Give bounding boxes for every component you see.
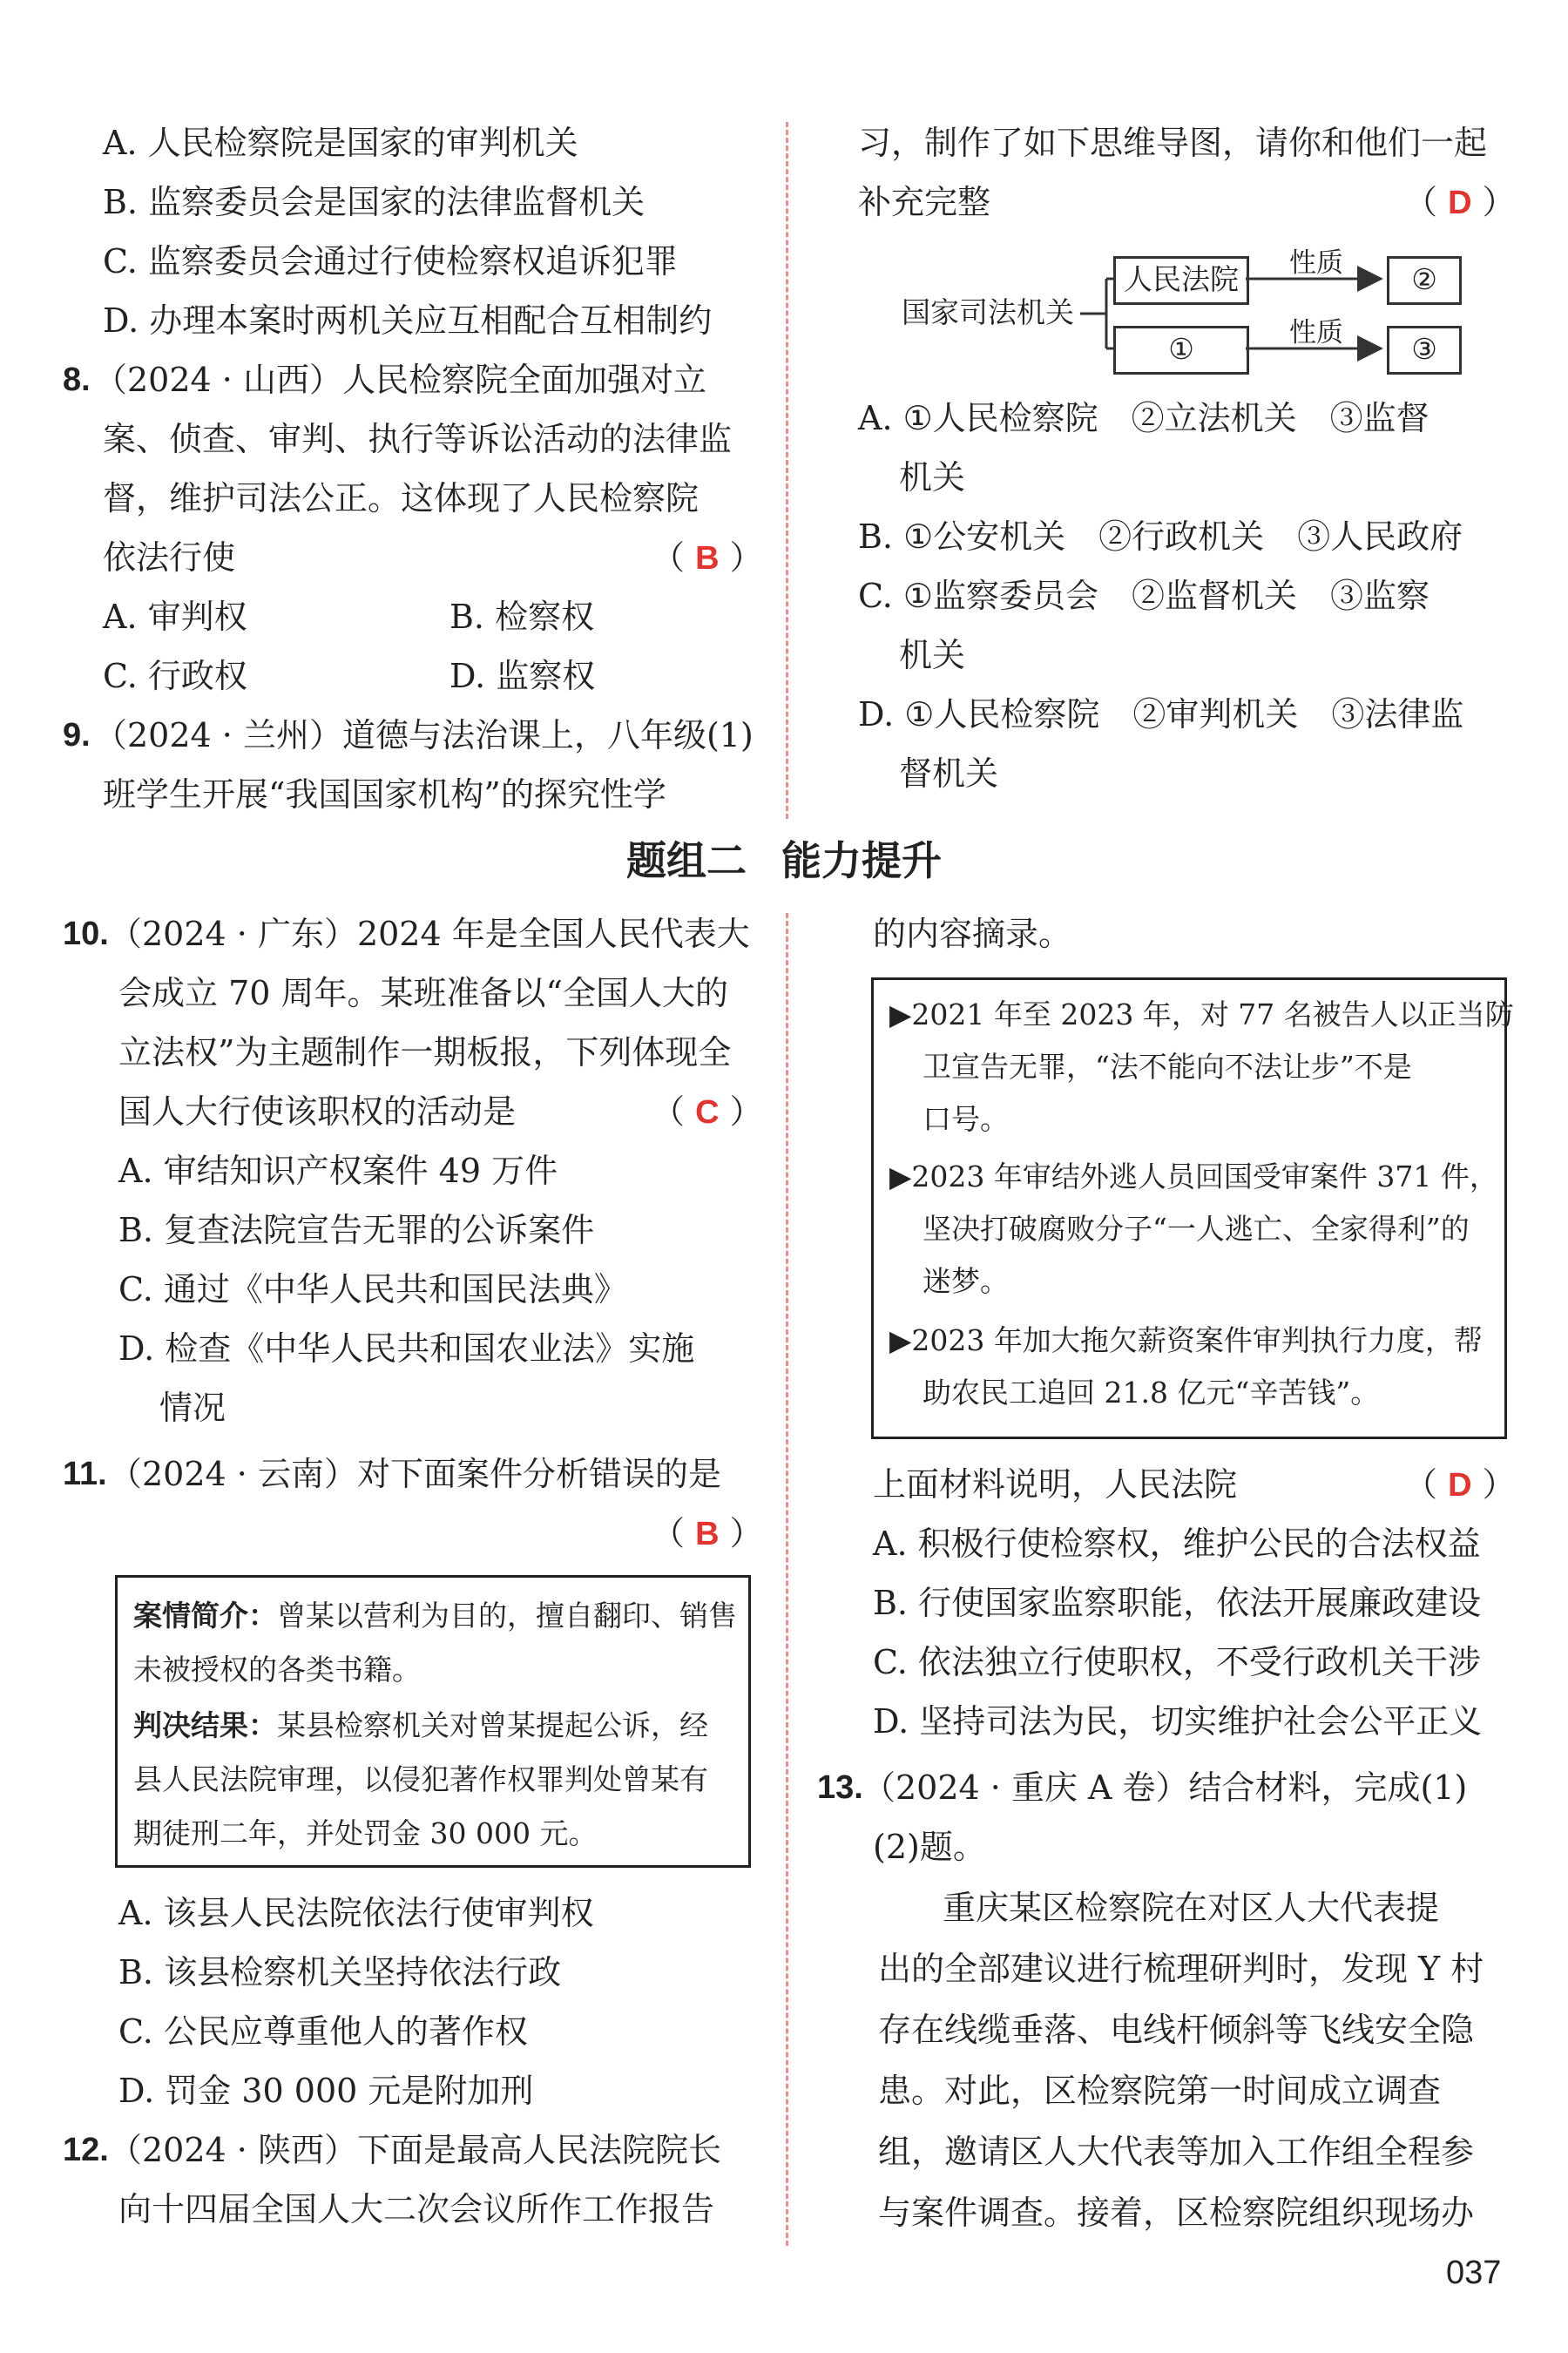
q9-answer-bracket: （ D ）	[1404, 183, 1516, 221]
q13-number: 13.	[817, 1769, 863, 1806]
q9-option-d-cont: 督机关	[899, 754, 999, 793]
q10-line-3: 立法权”为主题制作一期板报，下列体现全	[118, 1033, 732, 1072]
q8-number: 8.	[63, 362, 91, 398]
q9-number: 9.	[63, 717, 91, 754]
q10-option-a: A. 审结知识产权案件 49 万件	[118, 1152, 558, 1190]
q11-case-label: 案情简介：	[133, 1599, 277, 1633]
q8-option-d: D. 监察权	[449, 657, 596, 695]
q12-box-line-8: 助农民工追回 21.8 亿元“辛苦钱”。	[923, 1376, 1380, 1410]
q12-line-3: 的内容摘录。	[873, 915, 1072, 953]
q12-answer-bracket: （ D ）	[1404, 1465, 1516, 1504]
q12-box-line-6: 迷梦。	[923, 1264, 1009, 1298]
q12-stem: 上面材料说明，人民法院	[873, 1465, 1238, 1504]
q9-option-c-cont: 机关	[899, 636, 966, 674]
q10-option-d: D. 检查《中华人民共和国农业法》实施	[118, 1329, 695, 1368]
q13-material-6: 与案件调查。接着，区检察院组织现场办	[878, 2194, 1475, 2232]
q11-option-c: C. 公民应尊重他人的著作权	[118, 2012, 528, 2051]
q12-answer: D	[1448, 1467, 1472, 1504]
section-heading-part1: 题组二	[626, 837, 747, 884]
q11-result-label: 判决结果：	[133, 1708, 277, 1742]
q10-line-4: 国人大行使该职权的活动是	[118, 1092, 517, 1131]
q12-box-line-7: ▶2023 年加大拖欠薪资案件审判执行力度，帮	[889, 1323, 1483, 1357]
q9-line-2: 班学生开展“我国国家机构”的探究性学	[103, 775, 666, 814]
q9-line-3: 习，制作了如下思维导图，请你和他们一起	[858, 124, 1488, 162]
q12-box-line-1: ▶2021 年至 2023 年，对 77 名被告人以正当防	[889, 997, 1514, 1031]
q12-number: 12.	[63, 2132, 109, 2168]
q11-option-a: A. 该县人民法院依法行使审判权	[118, 1894, 594, 1932]
q8-answer: B	[695, 540, 720, 577]
q11-case-line-2: 未被授权的各类书籍。	[133, 1653, 421, 1687]
q10-option-c: C. 通过《中华人民共和国民法典》	[118, 1270, 627, 1308]
q7-option-a: A. 人民检察院是国家的审判机关	[103, 124, 578, 162]
q13-material-3: 存在线缆垂落、电线杆倾斜等飞线安全隐	[878, 2011, 1475, 2049]
q10-option-d-cont: 情况	[159, 1389, 226, 1427]
q12-line-1: （2024 · 陕西）下面是最高人民法院院长	[109, 2131, 721, 2169]
q13-material-2: 出的全部建议进行梳理研判时，发现 Y 村	[878, 1950, 1484, 1988]
q12-option-b: B. 行使国家监察职能，依法开展廉政建设	[873, 1584, 1482, 1622]
mindmap-node-3: ③	[1387, 326, 1462, 375]
q10-line-1: （2024 · 广东）2024 年是全国人民代表大	[109, 915, 750, 953]
q9-answer: D	[1448, 185, 1472, 221]
mindmap-relation-2: 性质	[1289, 317, 1343, 348]
q8-line-1: （2024 · 山西）人民检察院全面加强对立	[94, 361, 706, 399]
column-divider-bottom	[786, 913, 788, 2246]
q8-option-c: C. 行政权	[103, 657, 247, 695]
column-divider-top	[786, 122, 788, 819]
mindmap-root: 国家司法机关	[902, 295, 1074, 329]
mindmap-node-court: 人民法院	[1113, 256, 1249, 305]
page-number: 037	[1446, 2255, 1502, 2291]
q11-case-line-1: 案情简介：曾某以营利为目的，擅自翻印、销售	[133, 1599, 737, 1633]
q9-option-a-cont: 机关	[899, 458, 966, 497]
q10-answer: C	[695, 1094, 720, 1131]
q12-box-line-3: 口号。	[923, 1102, 1009, 1136]
q8-option-a: A. 审判权	[103, 598, 247, 636]
q12-report-box	[871, 977, 1514, 1439]
q7-option-b: B. 监察委员会是国家的法律监督机关	[103, 183, 645, 221]
q12-box-line-4: ▶2023 年审结外逃人员回国受审案件 371 件，	[889, 1160, 1498, 1193]
q11-answer: B	[695, 1516, 720, 1552]
section-heading	[0, 835, 1568, 887]
q11-result-line-2: 县人民法院审理，以侵犯著作权罪判处曾某有	[133, 1762, 708, 1796]
q11-result-line-1: 判决结果：某县检察机关对曾某提起公诉，经	[133, 1708, 708, 1742]
q13-material-4: 患。对此，区检察院第一时间成立调查	[878, 2072, 1442, 2110]
q11-case-box	[115, 1575, 751, 1868]
q10-option-b: B. 复查法院宣告无罪的公诉案件	[118, 1211, 595, 1249]
q9-option-a: A. ①人民检察院 ②立法机关 ③监督	[858, 399, 1429, 437]
q10-answer-bracket: （ C ）	[652, 1092, 763, 1131]
q13-line-2: (2)题。	[873, 1828, 986, 1866]
q11-option-d: D. 罚金 30 000 元是附加刑	[118, 2072, 534, 2110]
q8-line-3: 督，维护司法公正。这体现了人民检察院	[103, 479, 700, 517]
section-heading-part2: 能力提升	[781, 837, 942, 884]
q9-line-1: （2024 · 兰州）道德与法治课上，八年级(1)	[94, 716, 754, 754]
q7-option-d: D. 办理本案时两机关应互相配合互相制约	[103, 301, 713, 340]
q9-option-b: B. ①公安机关 ②行政机关 ③人民政府	[858, 517, 1463, 556]
q13-material-1: 重庆某区检察院在对区人大代表提	[943, 1889, 1440, 1927]
q9-option-d: D. ①人民检察院 ②审判机关 ③法律监	[858, 695, 1464, 734]
q12-option-c: C. 依法独立行使职权，不受行政机关干涉	[873, 1643, 1481, 1681]
q12-box-line-2: 卫宣告无罪，“法不能向不法让步”不是	[923, 1050, 1412, 1084]
q10-number: 10.	[63, 916, 109, 952]
q13-line-1: （2024 · 重庆 A 卷）结合材料，完成(1)	[862, 1768, 1468, 1807]
q9-line-4: 补充完整	[858, 183, 991, 221]
q9-option-c: C. ①监察委员会 ②监督机关 ③监察	[858, 577, 1429, 615]
q12-option-a: A. 积极行使检察权，维护公民的合法权益	[873, 1525, 1481, 1563]
q11-result-line-3: 期徒刑二年，并处罚金 30 000 元。	[133, 1816, 598, 1850]
q8-answer-bracket: （ B ）	[652, 538, 763, 577]
q13-material-5: 组，邀请区人大代表等加入工作组全程参	[878, 2133, 1475, 2171]
q11-option-b: B. 该县检察机关坚持依法行政	[118, 1953, 562, 1991]
q12-box-line-5: 坚决打破腐败分子“一人逃亡、全家得利”的	[923, 1212, 1470, 1246]
mindmap-node-1: ①	[1113, 326, 1249, 375]
q10-line-2: 会成立 70 周年。某班准备以“全国人大的	[118, 974, 728, 1012]
q8-line-4: 依法行使	[103, 538, 236, 577]
mindmap-node-2: ②	[1387, 256, 1462, 305]
q8-option-b: B. 检察权	[449, 598, 595, 636]
q8-line-2: 案、侦查、审判、执行等诉讼活动的法律监	[103, 420, 733, 458]
q12-option-d: D. 坚持司法为民，切实维护社会公平正义	[873, 1702, 1483, 1741]
q12-line-2: 向十四届全国人大二次会议所作工作报告	[118, 2190, 715, 2228]
q11-number: 11.	[63, 1456, 107, 1492]
mindmap-relation-1: 性质	[1289, 247, 1343, 279]
q11-line: （2024 · 云南）对下面案件分析错误的是	[109, 1455, 721, 1493]
q7-option-c: C. 监察委员会通过行使检察权追诉犯罪	[103, 242, 678, 281]
q11-answer-bracket: （ B ）	[652, 1514, 763, 1552]
